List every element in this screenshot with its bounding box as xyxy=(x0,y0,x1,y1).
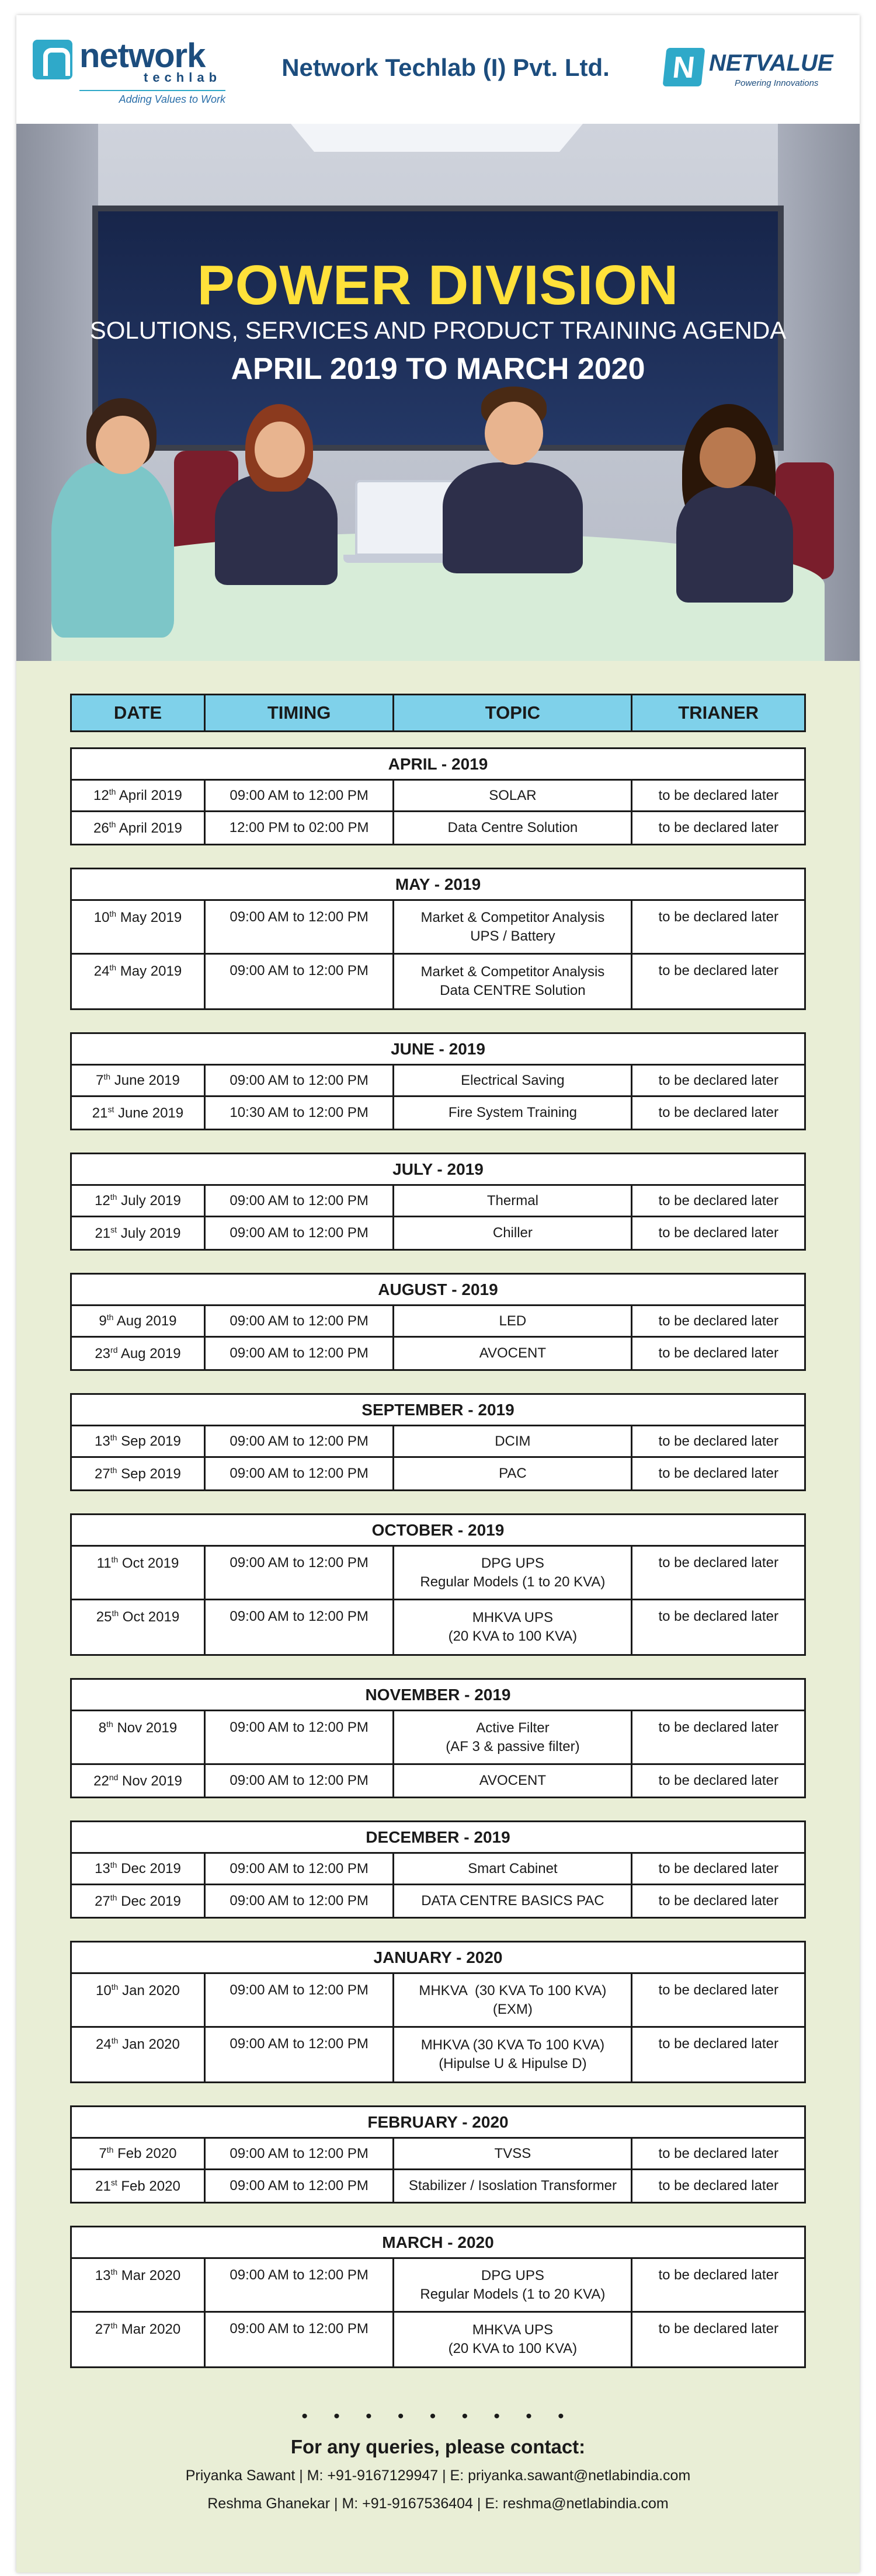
date-day: 9 xyxy=(99,1313,107,1329)
schedule-months xyxy=(70,747,806,2390)
topic-line: Thermal xyxy=(486,1192,538,1209)
session-topic xyxy=(394,1097,632,1129)
topic-line: Stabilizer / Isoslation Transformer xyxy=(408,2178,617,2194)
session-topic xyxy=(394,1426,632,1456)
month-title: APRIL - 2019 xyxy=(72,749,804,781)
session-topic xyxy=(394,2139,632,2168)
topic-line: PAC xyxy=(499,1465,527,1481)
session-topic xyxy=(394,1974,632,2026)
session-date xyxy=(72,901,206,953)
session-row xyxy=(72,1547,804,1600)
date-suffix: th xyxy=(110,2321,118,2330)
session-timing: 09:00 AM to 12:00 PM xyxy=(206,2028,394,2081)
date-day: 12 xyxy=(93,788,109,803)
month-title: JUNE - 2019 xyxy=(72,1034,804,1066)
person-face xyxy=(96,416,150,474)
session-timing: 09:00 AM to 12:00 PM xyxy=(206,1217,394,1249)
topic-line: Electrical Saving xyxy=(461,1072,565,1088)
topic-line: MHKVA UPS xyxy=(472,2322,554,2338)
date-day: 25 xyxy=(96,1609,112,1625)
topic-line: Market & Competitor Analysis xyxy=(420,909,605,925)
session-trainer: to be declared later xyxy=(658,1773,778,1788)
date-suffix: th xyxy=(109,963,117,972)
session-row xyxy=(72,812,804,844)
session-date xyxy=(72,781,206,810)
session-timing: 09:00 AM to 12:00 PM xyxy=(206,1854,394,1884)
topic-line: MHKVA (30 KVA To 100 KVA) xyxy=(420,2037,605,2053)
date-suffix: th xyxy=(111,1982,119,1992)
session-row xyxy=(72,2139,804,2170)
topic-line: (20 KVA to 100 KVA) xyxy=(448,2341,578,2356)
company-name: Network Techlab (I) Pvt. Ltd. xyxy=(281,54,610,81)
session-topic xyxy=(394,1306,632,1336)
topic-line: AVOCENT xyxy=(479,1773,546,1788)
session-trainer: to be declared later xyxy=(658,1192,778,1209)
session-date xyxy=(72,2170,206,2202)
session-row xyxy=(72,1338,804,1369)
session-row xyxy=(72,1186,804,1217)
session-topic xyxy=(394,812,632,844)
session-timing: 09:00 AM to 12:00 PM xyxy=(206,955,394,1008)
date-month-year: May 2019 xyxy=(116,963,182,979)
session-trainer: to be declared later xyxy=(658,1893,778,1909)
topic-line: Fire System Training xyxy=(448,1105,577,1120)
topic-line: AVOCENT xyxy=(479,1345,546,1361)
date-day: 7 xyxy=(96,1073,104,1088)
month-block xyxy=(70,1273,806,1371)
date-day: 10 xyxy=(96,1983,112,1999)
session-timing: 09:00 AM to 12:00 PM xyxy=(206,2139,394,2168)
date-suffix: nd xyxy=(109,1772,119,1782)
session-topic xyxy=(394,1854,632,1884)
netvalue-tagline: Powering Innovations xyxy=(735,78,819,88)
session-date xyxy=(72,1306,206,1336)
session-topic xyxy=(394,1066,632,1095)
session-trainer: to be declared later xyxy=(658,1609,778,1624)
session-timing: 09:00 AM to 12:00 PM xyxy=(206,1765,394,1797)
session-trainer: to be declared later xyxy=(658,2321,778,2337)
session-row xyxy=(72,1066,804,1097)
date-day: 27 xyxy=(95,1893,110,1909)
date-month-year: Mar 2020 xyxy=(117,2321,181,2337)
date-day: 12 xyxy=(95,1193,110,1209)
session-timing: 09:00 AM to 12:00 PM xyxy=(206,1547,394,1599)
date-day: 27 xyxy=(95,1465,110,1482)
date-suffix: th xyxy=(110,1892,117,1902)
session-date xyxy=(72,2259,206,2311)
date-month-year: June 2019 xyxy=(114,1105,184,1121)
session-date xyxy=(72,2028,206,2081)
date-month-year: Nov 2019 xyxy=(113,1720,178,1736)
session-timing: 09:00 AM to 12:00 PM xyxy=(206,901,394,953)
topic-line: DPG UPS xyxy=(481,1555,544,1571)
topic-line: Smart Cabinet xyxy=(468,1860,558,1877)
hero-title: POWER DIVISION xyxy=(197,254,679,316)
session-timing: 09:00 AM to 12:00 PM xyxy=(206,781,394,810)
session-topic xyxy=(394,1547,632,1599)
topic-line: (AF 3 & passive filter) xyxy=(446,1738,580,1755)
hero-illustration xyxy=(16,124,860,661)
session-trainer: to be declared later xyxy=(658,2145,778,2161)
date-day: 13 xyxy=(95,2268,111,2283)
session-topic xyxy=(394,2313,632,2366)
date-day: 21 xyxy=(92,1105,108,1121)
session-trainer: to be declared later xyxy=(658,909,778,925)
session-topic xyxy=(394,901,632,953)
date-month-year: April 2019 xyxy=(116,788,182,803)
session-timing: 09:00 AM to 12:00 PM xyxy=(206,2313,394,2366)
date-suffix: th xyxy=(111,2036,119,2045)
date-suffix: th xyxy=(110,1465,117,1475)
date-suffix: th xyxy=(109,787,116,796)
session-trainer: to be declared later xyxy=(658,2267,778,2283)
divider-dots: • • • • • • • • • xyxy=(301,2407,575,2426)
session-timing: 09:00 AM to 12:00 PM xyxy=(206,1186,394,1216)
contact-line-2: Reshma Ghanekar | M: +91-9167536404 | E: reshma@netlabindia.com xyxy=(207,2495,669,2512)
session-trainer: to be declared later xyxy=(658,1719,778,1735)
session-topic xyxy=(394,1186,632,1216)
month-block xyxy=(70,2105,806,2203)
session-timing: 09:00 AM to 12:00 PM xyxy=(206,1306,394,1336)
month-block xyxy=(70,1513,806,1656)
session-row xyxy=(72,781,804,812)
logo-word: network xyxy=(79,37,206,75)
topic-line: Data CENTRE Solution xyxy=(440,983,586,998)
session-trainer: to be declared later xyxy=(658,1313,778,1329)
session-trainer: to be declared later xyxy=(658,1433,778,1449)
date-day: 27 xyxy=(95,2321,111,2337)
session-date xyxy=(72,1854,206,1884)
netvalue-logo-icon xyxy=(663,48,705,86)
session-row xyxy=(72,1306,804,1338)
session-date xyxy=(72,1066,206,1095)
session-date xyxy=(72,1426,206,1456)
date-suffix: th xyxy=(111,1555,119,1564)
session-row xyxy=(72,1097,804,1129)
date-day: 7 xyxy=(99,2146,107,2161)
month-block xyxy=(70,1032,806,1130)
session-row xyxy=(72,1854,804,1885)
person-body xyxy=(443,462,583,573)
network-techlab-logo xyxy=(33,36,225,106)
session-date xyxy=(72,1547,206,1599)
date-suffix: th xyxy=(106,2145,114,2154)
date-suffix: th xyxy=(110,1192,117,1202)
session-row xyxy=(72,1217,804,1249)
date-month-year: Dec 2019 xyxy=(117,1861,181,1877)
hero-period: APRIL 2019 TO MARCH 2020 xyxy=(231,352,645,386)
date-month-year: June 2019 xyxy=(110,1073,180,1088)
date-day: 8 xyxy=(98,1720,107,1736)
session-row xyxy=(72,2259,804,2313)
column-header-trainer: TRIANER xyxy=(678,702,759,723)
topic-line: (Hipulse U & Hipulse D) xyxy=(439,2056,587,2072)
date-month-year: July 2019 xyxy=(117,1193,181,1209)
session-trainer: to be declared later xyxy=(658,2036,778,2052)
session-trainer: to be declared later xyxy=(658,1225,778,1241)
session-topic xyxy=(394,1711,632,1763)
flyer xyxy=(16,15,860,2572)
topic-line: DATA CENTRE BASICS PAC xyxy=(421,1893,604,1909)
session-date xyxy=(72,1765,206,1797)
topic-line: Active Filter xyxy=(476,1719,550,1736)
date-month-year: Mar 2020 xyxy=(117,2268,181,2283)
session-trainer: to be declared later xyxy=(658,2178,778,2194)
session-topic xyxy=(394,1458,632,1489)
topic-line: Regular Models (1 to 20 KVA) xyxy=(420,1574,606,1590)
session-trainer: to be declared later xyxy=(658,1860,778,1877)
month-block xyxy=(70,868,806,1010)
month-title: FEBRUARY - 2020 xyxy=(72,2107,804,2139)
session-row xyxy=(72,2028,804,2081)
session-timing: 12:00 PM to 02:00 PM xyxy=(206,812,394,844)
month-title: MAY - 2019 xyxy=(72,869,804,901)
session-row xyxy=(72,1974,804,2028)
session-date xyxy=(72,2313,206,2366)
month-block xyxy=(70,1153,806,1251)
session-date xyxy=(72,1885,206,1917)
logo-tagline: Adding Values to Work xyxy=(79,90,225,106)
month-title: MARCH - 2020 xyxy=(72,2227,804,2259)
contact-heading: For any queries, please contact: xyxy=(290,2436,586,2457)
session-timing: 09:00 AM to 12:00 PM xyxy=(206,1338,394,1369)
session-timing: 09:00 AM to 12:00 PM xyxy=(206,1066,394,1095)
session-timing: 09:00 AM to 12:00 PM xyxy=(206,1426,394,1456)
date-suffix: th xyxy=(109,819,116,829)
session-topic xyxy=(394,2170,632,2202)
session-timing: 09:00 AM to 12:00 PM xyxy=(206,1974,394,2026)
hero-subtitle: SOLUTIONS, SERVICES AND PRODUCT TRAINING AGENDA xyxy=(89,316,787,344)
session-date xyxy=(72,1097,206,1129)
session-row xyxy=(72,1711,804,1765)
session-row xyxy=(72,1765,804,1797)
date-suffix: th xyxy=(106,1719,113,1729)
topic-line: DCIM xyxy=(495,1433,531,1449)
session-date xyxy=(72,1974,206,2026)
month-title: OCTOBER - 2019 xyxy=(72,1515,804,1547)
session-trainer: to be declared later xyxy=(658,1105,778,1120)
session-topic xyxy=(394,2028,632,2081)
session-timing: 09:00 AM to 12:00 PM xyxy=(206,1711,394,1763)
session-date xyxy=(72,1458,206,1489)
date-day: 22 xyxy=(93,1773,109,1789)
date-day: 24 xyxy=(93,963,110,979)
date-month-year: Sep 2019 xyxy=(117,1465,181,1482)
session-row xyxy=(72,1885,804,1917)
date-month-year: April 2019 xyxy=(116,820,182,836)
date-suffix: st xyxy=(107,1104,114,1114)
date-month-year: May 2019 xyxy=(116,910,182,925)
person-face xyxy=(700,427,756,488)
person-face xyxy=(255,422,305,478)
topic-line: DPG UPS xyxy=(481,2267,544,2283)
session-topic xyxy=(394,1338,632,1369)
column-header-topic: TOPIC xyxy=(394,695,632,730)
month-block xyxy=(70,1941,806,2083)
session-topic xyxy=(394,1217,632,1249)
topic-line: Market & Competitor Analysis xyxy=(420,964,605,980)
date-month-year: Jan 2020 xyxy=(118,2037,180,2052)
session-timing: 09:00 AM to 12:00 PM xyxy=(206,1600,394,1654)
session-topic xyxy=(394,1600,632,1654)
date-month-year: July 2019 xyxy=(117,1225,181,1241)
session-trainer: to be declared later xyxy=(658,820,778,836)
session-row xyxy=(72,1600,804,1654)
session-date xyxy=(72,812,206,844)
session-row xyxy=(72,1458,804,1489)
session-trainer: to be declared later xyxy=(658,787,778,803)
session-trainer: to be declared later xyxy=(658,1982,778,1998)
session-timing: 09:00 AM to 12:00 PM xyxy=(206,1885,394,1917)
date-suffix: th xyxy=(112,1609,119,1618)
network-logo-icon xyxy=(33,40,72,79)
contact-line-1: Priyanka Sawant | M: +91-9167129947 | E: priyanka.sawant@netlabindia.com xyxy=(185,2467,691,2484)
topic-line: LED xyxy=(499,1313,527,1329)
session-topic xyxy=(394,1885,632,1917)
person-body xyxy=(676,486,793,603)
session-date xyxy=(72,1711,206,1763)
date-month-year: Jan 2020 xyxy=(118,1983,180,1999)
date-day: 21 xyxy=(95,1225,111,1241)
logo-subword: techlab xyxy=(144,70,222,85)
netvalue-logo xyxy=(665,48,846,100)
date-suffix: th xyxy=(106,1313,114,1322)
date-suffix: rd xyxy=(110,1345,118,1355)
topic-line: SOLAR xyxy=(489,787,537,803)
session-timing: 09:00 AM to 12:00 PM xyxy=(206,1458,394,1489)
session-topic xyxy=(394,955,632,1008)
month-block xyxy=(70,747,806,845)
date-day: 21 xyxy=(95,2178,111,2194)
date-day: 13 xyxy=(95,1861,110,1877)
session-row xyxy=(72,2313,804,2366)
topic-line: Chiller xyxy=(492,1225,533,1241)
date-suffix: th xyxy=(103,1072,111,1081)
header-bar xyxy=(16,15,860,124)
session-trainer: to be declared later xyxy=(658,1465,778,1481)
topic-line: MHKVA UPS xyxy=(472,1610,554,1625)
month-title: AUGUST - 2019 xyxy=(72,1275,804,1306)
topic-line: Data Centre Solution xyxy=(447,820,578,836)
netvalue-word: NETVALUE xyxy=(709,50,833,76)
session-date xyxy=(72,1186,206,1216)
topic-line: MHKVA (30 KVA To 100 KVA) xyxy=(419,1982,607,1999)
session-timing: 09:00 AM to 12:00 PM xyxy=(206,2170,394,2202)
date-suffix: th xyxy=(110,1860,117,1870)
date-day: 10 xyxy=(93,910,110,925)
column-header-date: DATE xyxy=(72,695,206,730)
date-suffix: th xyxy=(110,2267,118,2276)
session-date xyxy=(72,955,206,1008)
date-month-year: Aug 2019 xyxy=(117,1345,181,1362)
topic-line: TVSS xyxy=(494,2145,531,2161)
person-face xyxy=(485,402,543,465)
date-month-year: Oct 2019 xyxy=(119,1609,180,1625)
date-suffix: th xyxy=(110,1433,117,1442)
month-title: JULY - 2019 xyxy=(72,1154,804,1186)
date-day: 13 xyxy=(95,1433,110,1449)
date-month-year: Nov 2019 xyxy=(118,1773,182,1789)
month-block xyxy=(70,1820,806,1919)
session-topic xyxy=(394,2259,632,2311)
schedule-column-headers xyxy=(70,694,806,732)
session-date xyxy=(72,1217,206,1249)
date-month-year: Feb 2020 xyxy=(113,2146,177,2161)
date-month-year: Feb 2020 xyxy=(117,2178,180,2194)
date-day: 24 xyxy=(96,2037,112,2052)
date-month-year: Dec 2019 xyxy=(117,1893,181,1909)
month-block xyxy=(70,1393,806,1491)
session-date xyxy=(72,2139,206,2168)
month-title: SEPTEMBER - 2019 xyxy=(72,1395,804,1426)
month-title: JANUARY - 2020 xyxy=(72,1943,804,1974)
session-trainer: to be declared later xyxy=(658,1072,778,1088)
date-month-year: Oct 2019 xyxy=(118,1555,179,1571)
date-suffix: st xyxy=(110,2177,117,2187)
month-block xyxy=(70,1678,806,1798)
session-row xyxy=(72,901,804,955)
session-date xyxy=(72,1338,206,1369)
session-timing: 10:30 AM to 12:00 PM xyxy=(206,1097,394,1129)
topic-line: Regular Models (1 to 20 KVA) xyxy=(420,2286,606,2302)
topic-line: (EXM) xyxy=(492,2001,533,2017)
date-suffix: st xyxy=(110,1224,117,1234)
column-header-timing: TIMING xyxy=(206,695,394,730)
session-trainer: to be declared later xyxy=(658,963,778,979)
month-title: NOVEMBER - 2019 xyxy=(72,1680,804,1711)
session-row xyxy=(72,2170,804,2202)
date-day: 23 xyxy=(95,1345,111,1362)
month-title: DECEMBER - 2019 xyxy=(72,1822,804,1854)
date-month-year: Aug 2019 xyxy=(113,1313,177,1329)
month-block xyxy=(70,2226,806,2368)
session-trainer: to be declared later xyxy=(658,1555,778,1571)
date-month-year: Sep 2019 xyxy=(117,1433,181,1449)
session-timing: 09:00 AM to 12:00 PM xyxy=(206,2259,394,2311)
session-date xyxy=(72,1600,206,1654)
date-suffix: th xyxy=(109,909,117,918)
topic-line: (20 KVA to 100 KVA) xyxy=(448,1628,578,1644)
person-body xyxy=(51,462,174,638)
ceiling-lamp xyxy=(291,124,583,152)
topic-line: UPS / Battery xyxy=(470,928,555,944)
session-row xyxy=(72,955,804,1008)
date-day: 26 xyxy=(93,820,109,836)
session-row xyxy=(72,1426,804,1458)
session-topic xyxy=(394,781,632,810)
session-trainer: to be declared later xyxy=(658,1345,778,1361)
date-day: 11 xyxy=(96,1555,112,1571)
session-topic xyxy=(394,1765,632,1797)
